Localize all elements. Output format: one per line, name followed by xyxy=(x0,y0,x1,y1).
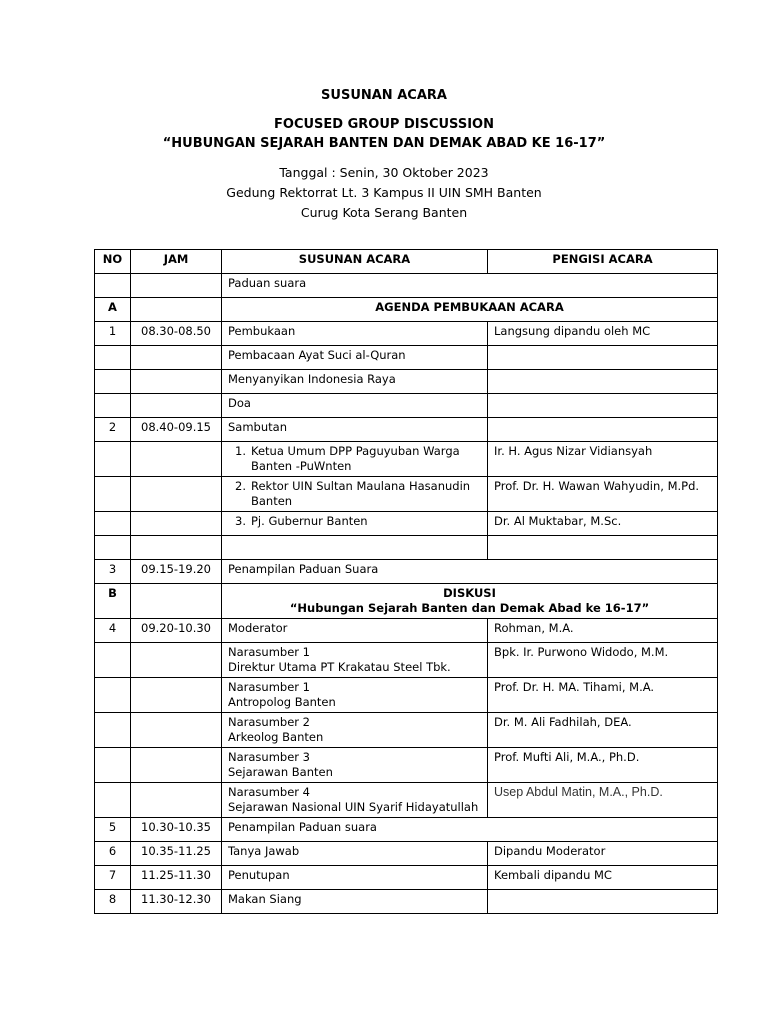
row-acara: Pembukaan xyxy=(222,322,488,346)
table-row xyxy=(95,322,718,346)
table-row xyxy=(95,866,718,890)
row-jam: 09.15-19.20 xyxy=(131,560,222,584)
row-jam: 11.30-12.30 xyxy=(131,890,222,914)
speech-item xyxy=(222,477,488,512)
speech-text: Pj. Gubernur Banten xyxy=(251,514,368,528)
row-no: 7 xyxy=(95,866,131,890)
table-row xyxy=(95,418,718,442)
event-city: Curug Kota Serang Banten xyxy=(300,205,468,220)
row-no: 2 xyxy=(95,418,131,442)
table-row xyxy=(95,346,718,370)
row-pengisi: Dr. Al Muktabar, M.Sc. xyxy=(488,512,718,536)
event-date: Tanggal : Senin, 30 Oktober 2023 xyxy=(279,165,489,180)
table-row xyxy=(95,619,718,643)
row-acara: Makan Siang xyxy=(222,890,488,914)
table-row xyxy=(95,394,718,418)
row-pengisi: Ir. H. Agus Nizar Vidiansyah xyxy=(488,442,718,477)
row-no: 8 xyxy=(95,890,131,914)
section-a-title: AGENDA PEMBUKAAN ACARA xyxy=(222,298,718,322)
row-pengisi: Dipandu Moderator xyxy=(488,842,718,866)
row-acara: Penampilan Paduan suara xyxy=(222,818,718,842)
speaker-title: Narasumber 1 xyxy=(228,645,310,659)
speech-text: Ketua Umum DPP Paguyuban Warga Banten -PuWnten xyxy=(251,444,460,473)
speaker-role xyxy=(222,748,488,783)
row-no: 6 xyxy=(95,842,131,866)
list-number: 2. xyxy=(235,479,246,493)
row-pengisi: Prof. Dr. H. Wawan Wahyudin, M.Pd. xyxy=(488,477,718,512)
speaker-desc: Direktur Utama PT Krakatau Steel Tbk. xyxy=(228,660,451,674)
event-venue: Gedung Rektorrat Lt. 3 Kampus II UIN SMH Banten xyxy=(226,185,542,200)
speaker-title: Narasumber 2 xyxy=(228,715,310,729)
speaker-title: Narasumber 1 xyxy=(228,680,310,694)
row-acara: Doa xyxy=(222,394,488,418)
table-row xyxy=(95,274,718,298)
speaker-role xyxy=(222,783,488,818)
table-row xyxy=(95,713,718,748)
row-jam: 09.20-10.30 xyxy=(131,619,222,643)
row-jam: 08.40-09.15 xyxy=(131,418,222,442)
table-row xyxy=(95,783,718,818)
document-title: SUSUNAN ACARA xyxy=(321,88,447,103)
row-jam: 08.30-08.50 xyxy=(131,322,222,346)
speaker-role xyxy=(222,643,488,678)
table-row xyxy=(95,477,718,512)
header-no: NO xyxy=(95,250,131,274)
table-row xyxy=(95,748,718,783)
table-row xyxy=(95,643,718,678)
row-pengisi: Kembali dipandu MC xyxy=(488,866,718,890)
table-row xyxy=(95,890,718,914)
row-pengisi: Dr. M. Ali Fadhilah, DEA. xyxy=(488,713,718,748)
speech-text: Rektor UIN Sultan Maulana Hasanudin Banten xyxy=(251,479,471,508)
row-pengisi: Prof. Mufti Ali, M.A., Ph.D. xyxy=(488,748,718,783)
section-a-no: A xyxy=(95,298,131,322)
speaker-title: Narasumber 3 xyxy=(228,750,310,764)
speaker-desc: Arkeolog Banten xyxy=(228,730,324,744)
row-no: 1 xyxy=(95,322,131,346)
row-no: 3 xyxy=(95,560,131,584)
row-jam: 10.30-10.35 xyxy=(131,818,222,842)
table-row xyxy=(95,842,718,866)
row-jam: 11.25-11.30 xyxy=(131,866,222,890)
row-pengisi: Rohman, M.A. xyxy=(488,619,718,643)
table-row xyxy=(95,818,718,842)
row-acara: Pembacaan Ayat Suci al-Quran xyxy=(222,346,488,370)
speech-item xyxy=(222,442,488,477)
speaker-desc: Sejarawan Nasional UIN Syarif Hidayatullah xyxy=(228,800,479,814)
agenda-table xyxy=(94,249,718,914)
table-row xyxy=(95,370,718,394)
table-row-empty xyxy=(95,536,718,560)
event-theme: “HUBUNGAN SEJARAH BANTEN DAN DEMAK ABAD KE 16-17” xyxy=(162,136,606,151)
speaker-title: Narasumber 4 xyxy=(228,785,310,799)
row-acara: Penutupan xyxy=(222,866,488,890)
table-row xyxy=(95,512,718,536)
row-acara: Penampilan Paduan Suara xyxy=(222,560,718,584)
section-b-row xyxy=(95,584,718,619)
header-acara: SUSUNAN ACARA xyxy=(222,250,488,274)
row-pengisi: Bpk. Ir. Purwono Widodo, M.M. xyxy=(488,643,718,678)
table-header-row xyxy=(95,250,718,274)
row-acara: Tanya Jawab xyxy=(222,842,488,866)
table-row xyxy=(95,560,718,584)
table-row xyxy=(95,678,718,713)
section-b-heading: DISKUSI xyxy=(443,586,496,600)
speaker-desc: Antropolog Banten xyxy=(228,695,336,709)
speaker-desc: Sejarawan Banten xyxy=(228,765,333,779)
row-no: 5 xyxy=(95,818,131,842)
row-acara: Sambutan xyxy=(222,418,488,442)
section-b-title xyxy=(222,584,718,619)
section-a-row xyxy=(95,298,718,322)
speaker-role xyxy=(222,713,488,748)
list-number: 3. xyxy=(235,514,246,528)
event-name: FOCUSED GROUP DISCUSSION xyxy=(274,117,494,132)
row-pengisi: Langsung dipandu oleh MC xyxy=(488,322,718,346)
list-number: 1. xyxy=(235,444,246,458)
header-pengisi: PENGISI ACARA xyxy=(488,250,718,274)
row-jam: 10.35-11.25 xyxy=(131,842,222,866)
row-acara: Menyanyikan Indonesia Raya xyxy=(222,370,488,394)
row-pengisi: Usep Abdul Matin, M.A., Ph.D. xyxy=(488,783,718,818)
section-b-no: B xyxy=(95,584,131,619)
row-acara: Moderator xyxy=(222,619,488,643)
speaker-role xyxy=(222,678,488,713)
row-pengisi: Prof. Dr. H. MA. Tihami, M.A. xyxy=(488,678,718,713)
header-jam: JAM xyxy=(131,250,222,274)
table-row xyxy=(95,442,718,477)
speech-item xyxy=(222,512,488,536)
row-no: 4 xyxy=(95,619,131,643)
row-paduan-suara: Paduan suara xyxy=(222,274,718,298)
section-b-subtitle: “Hubungan Sejarah Banten dan Demak Abad ke 16-17” xyxy=(289,601,650,615)
